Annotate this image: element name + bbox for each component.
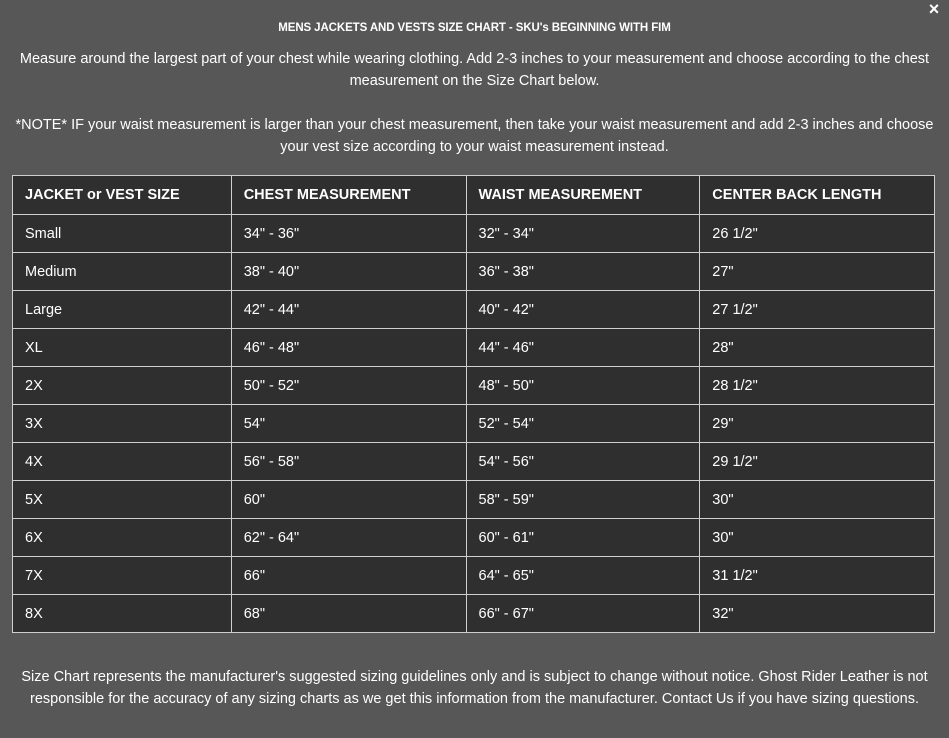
cell-waist: 64" - 65" xyxy=(466,557,700,595)
chart-title: MENS JACKETS AND VESTS SIZE CHART - SKU's BEGINNING WITH FIM xyxy=(278,22,671,34)
table-header-row xyxy=(13,176,935,215)
cell-chest: 54" xyxy=(231,405,466,443)
cell-size: 7X xyxy=(13,557,232,595)
cell-waist: 58" - 59" xyxy=(466,481,700,519)
table-row xyxy=(13,557,935,595)
cell-size: 5X xyxy=(13,481,232,519)
cell-back-length: 26 1/2" xyxy=(700,215,935,253)
cell-waist: 60" - 61" xyxy=(466,519,700,557)
table-row xyxy=(13,215,935,253)
cell-waist: 44" - 46" xyxy=(466,329,700,367)
cell-size: 6X xyxy=(13,519,232,557)
cell-size: Medium xyxy=(13,253,232,291)
header-back-length: CENTER BACK LENGTH xyxy=(700,176,935,215)
cell-chest: 34" - 36" xyxy=(231,215,466,253)
cell-back-length: 28 1/2" xyxy=(700,367,935,405)
cell-back-length: 32" xyxy=(700,595,935,633)
cell-back-length: 27 1/2" xyxy=(700,291,935,329)
cell-chest: 66" xyxy=(231,557,466,595)
cell-waist: 32" - 34" xyxy=(466,215,700,253)
cell-waist: 36" - 38" xyxy=(466,253,700,291)
size-table xyxy=(12,175,935,633)
intro-text: Measure around the largest part of your chest while wearing clothing. Add 2-3 inches to your measurement and choose according to the chest measurement on the Size Chart below. xyxy=(19,51,930,89)
table-row xyxy=(13,367,935,405)
header-chest: CHEST MEASUREMENT xyxy=(231,176,466,215)
table-row xyxy=(13,595,935,633)
cell-size: 3X xyxy=(13,405,232,443)
cell-size: Large xyxy=(13,291,232,329)
table-row xyxy=(13,481,935,519)
cell-size: XL xyxy=(13,329,232,367)
table-row xyxy=(13,329,935,367)
table-row xyxy=(13,443,935,481)
table-row xyxy=(13,253,935,291)
cell-chest: 38" - 40" xyxy=(231,253,466,291)
cell-waist: 54" - 56" xyxy=(466,443,700,481)
cell-chest: 56" - 58" xyxy=(231,443,466,481)
cell-back-length: 30" xyxy=(700,519,935,557)
cell-back-length: 27" xyxy=(700,253,935,291)
cell-back-length: 31 1/2" xyxy=(700,557,935,595)
cell-size: 8X xyxy=(13,595,232,633)
cell-size: 2X xyxy=(13,367,232,405)
table-row xyxy=(13,291,935,329)
cell-chest: 62" - 64" xyxy=(231,519,466,557)
cell-chest: 42" - 44" xyxy=(231,291,466,329)
header-size: JACKET or VEST SIZE xyxy=(13,176,232,215)
cell-size: 4X xyxy=(13,443,232,481)
cell-chest: 50" - 52" xyxy=(231,367,466,405)
cell-waist: 52" - 54" xyxy=(466,405,700,443)
cell-back-length: 29" xyxy=(700,405,935,443)
cell-back-length: 30" xyxy=(700,481,935,519)
cell-waist: 40" - 42" xyxy=(466,291,700,329)
cell-size: Small xyxy=(13,215,232,253)
cell-back-length: 28" xyxy=(700,329,935,367)
table-row xyxy=(13,519,935,557)
note-text: *NOTE* IF your waist measurement is larger than your chest measurement, then take your waist measurement and add 2-3 inches and choose your vest size according to your waist measurement instead. xyxy=(15,117,934,155)
cell-back-length: 29 1/2" xyxy=(700,443,935,481)
header-waist: WAIST MEASUREMENT xyxy=(466,176,700,215)
cell-waist: 48" - 50" xyxy=(466,367,700,405)
cell-waist: 66" - 67" xyxy=(466,595,700,633)
cell-chest: 60" xyxy=(231,481,466,519)
cell-chest: 46" - 48" xyxy=(231,329,466,367)
disclaimer-text: Size Chart represents the manufacturer's suggested sizing guidelines only and is subject to change without notice. Ghost Rider Leather is not responsible for the accuracy of any sizing charts as we get this information from the manufacturer. Contact Us if you have sizing questions. xyxy=(21,669,928,707)
close-icon[interactable]: × xyxy=(928,0,940,19)
table-row xyxy=(13,405,935,443)
table-body xyxy=(13,215,935,633)
cell-chest: 68" xyxy=(231,595,466,633)
